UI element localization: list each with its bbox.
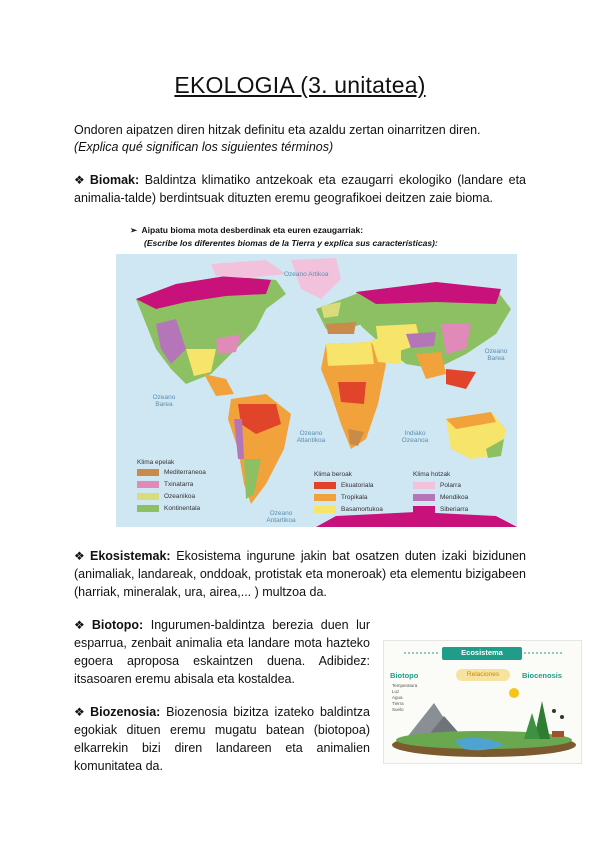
section-ekosistemak xyxy=(74,547,526,601)
legend-swatch xyxy=(137,505,159,512)
legend-swatch xyxy=(137,493,159,500)
subtask xyxy=(130,224,438,250)
bullet-icon: ❖ xyxy=(74,705,88,719)
term-ekosistemak: Ekosistemak: xyxy=(89,549,171,563)
bullet-icon: ❖ xyxy=(74,173,87,187)
world-biome-map xyxy=(116,254,517,527)
legend-swatch xyxy=(137,481,159,488)
intro xyxy=(74,122,481,156)
arrow-icon: ➢ xyxy=(130,225,138,235)
legend-item: Siberiarra xyxy=(413,506,468,513)
legend-swatch xyxy=(413,506,435,513)
legend-item: Txinatarra xyxy=(137,481,193,488)
definition-biomak: Baldintza klimatiko antzekoak eta ezaugarri ekologiko (landare eta animalia-talde) berdintsuak dituzten eremu geografikoei deitzen zaie bioma. xyxy=(74,173,526,205)
definition-biozenosia: Biozenosia bizitza izateko baldintza egokiak dituen eremu mugatu batean (biotopoa) elkarrekin bizi diren landareen eta animalien komunitatea da. xyxy=(74,705,370,773)
legend-item: Kontinentala xyxy=(137,505,200,512)
bullet-icon: ❖ xyxy=(74,618,89,632)
legend-item: Mendikoa xyxy=(413,494,468,501)
intro-basque: Ondoren aipatzen diren hitzak definitu eta azaldu zertan oinarritzen diren. xyxy=(74,123,481,137)
definition-ekosistemak: Ekosistema ingurune jakin bat osatzen duten izaki bizidunen (animaliak, landareak, onddoak, protistak eta moneroak) eta elementu bizigabeen (harriak, mineralak, ura, airea,... ) multzoa da. xyxy=(74,549,526,599)
term-biotopo: Biotopo: xyxy=(91,618,144,632)
ocean-pacific-west: Ozeano Barea xyxy=(152,394,176,408)
legend-swatch xyxy=(413,494,435,501)
definition-biotopo: Ingurumen-baldintza berezia duen lur esparrua, zenbait animalia eta landare mota hazteko egoera aproposa eskaintzen duena. Adibidez: itsasoaren eremu abisala eta kostaldea. xyxy=(74,618,370,686)
ecosystem-figure xyxy=(383,640,582,764)
legend-swatch xyxy=(137,469,159,476)
legend-cold-title: Klima hotzak xyxy=(413,471,451,478)
legend-item: Tropikala xyxy=(314,494,368,501)
section-biotopo xyxy=(74,616,370,688)
legend-swatch xyxy=(314,482,336,489)
eco-biotopo: Biotopo xyxy=(390,671,419,680)
legend-item: Mediterraneoa xyxy=(137,469,206,476)
bullet-icon: ❖ xyxy=(74,549,87,563)
section-biomak xyxy=(74,171,526,207)
legend-item: Ekuatoriala xyxy=(314,482,374,489)
eco-relaciones: Relaciones xyxy=(466,671,500,678)
ocean-indian: Indiako Ozeanoa xyxy=(401,430,429,444)
legend-item: Polarra xyxy=(413,482,461,489)
intro-spanish: (Explica qué significan los siguientes términos) xyxy=(74,140,334,154)
ocean-arctic: Ozeano Artikoa xyxy=(284,271,329,278)
legend-swatch xyxy=(413,482,435,489)
legend-swatch xyxy=(314,506,336,513)
subtask-basque: Aipatu bioma mota desberdinak eta euren ezaugarriak: xyxy=(141,225,364,235)
section-biozenosia xyxy=(74,703,370,775)
eco-title: Ecosistema xyxy=(461,648,503,657)
eco-biocenosis: Biocenosis xyxy=(522,671,563,680)
legend-warm-title: Klima beroak xyxy=(314,471,352,478)
term-biomak: Biomak: xyxy=(89,173,140,187)
ocean-atlantic: Ozeano Atlantikoa xyxy=(296,430,326,444)
ocean-pacific-east: Ozeano Barea xyxy=(484,348,508,362)
subtask-spanish: (Escribe los diferentes biomas de la Tierra y explica sus características): xyxy=(144,238,438,248)
legend-item: Basamortukoa xyxy=(314,506,383,513)
page-title: EKOLOGIA (3. unitatea) xyxy=(174,72,426,98)
eco-factors: Temperatura Luz Agua Tierra Suelo xyxy=(392,683,418,712)
ocean-antarctic: Ozeano Antartikoa xyxy=(266,510,296,524)
legend-swatch xyxy=(314,494,336,501)
legend-temperate-title: Klima epelak xyxy=(137,459,175,466)
legend-item: Ozeanikoa xyxy=(137,493,195,500)
term-biozenosia: Biozenosia: xyxy=(90,705,161,719)
